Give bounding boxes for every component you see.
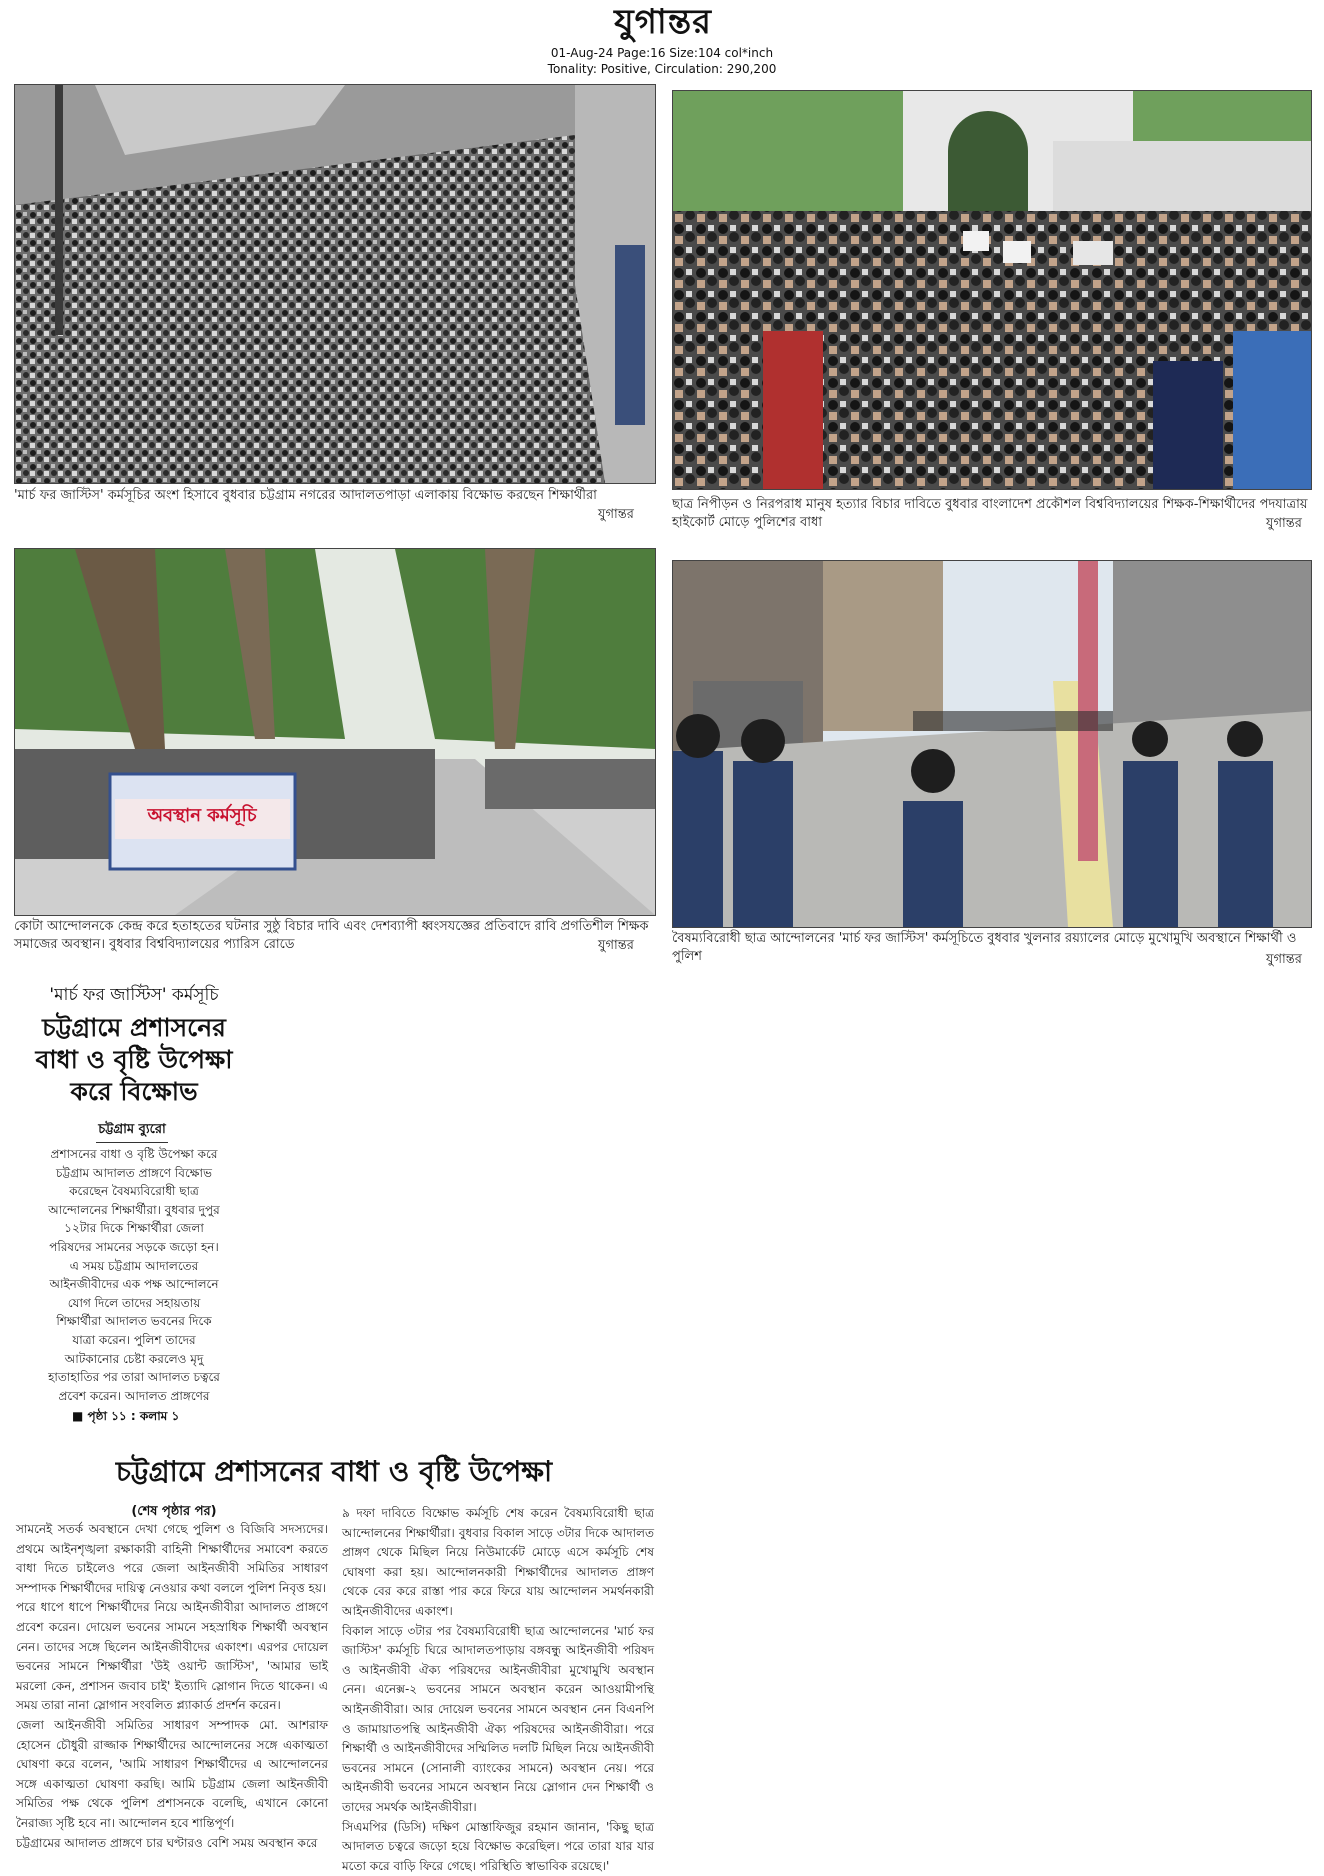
- photo-crowd-chattogram: [14, 84, 656, 484]
- photo-buet-procession: [672, 90, 1312, 490]
- article-body: [14, 1145, 254, 1405]
- body-line: আটকানোর চেষ্টা করলেও মৃদু: [14, 1350, 254, 1369]
- paragraph: ৯ দফা দাবিতে বিক্ষোভ কর্মসূচি শেষ করেন বৈষম্যবিরোধী ছাত্র আন্দোলনের শিক্ষার্থীরা। বুধবার বিকাল সাড়ে ৩টার দিকে আদালত প্রাঙ্গণ থেকে মিছিল নিয়ে নিউমার্কেট মোড়ে এসে কর্মসূচি শেষ ঘোষণা করা হয়। আন্দোলনকারী শিক্ষার্থীদের আদালত প্রাঙ্গণ থেকে বের করে রাস্তা পার করে ফিরে যায় আন্দোলন সমর্থনকারী আইনজীবীদের একাংশ।: [342, 1504, 654, 1622]
- body-line: যোগ দিলে তাদের সহায়তায়: [14, 1294, 254, 1313]
- body-line: আইনজীবীদের এক পক্ষ আন্দোলনে: [14, 1275, 254, 1294]
- paragraph: সিএমপির (ডিসি) দক্ষিণ মোস্তাফিজুর রহমান জানান, 'কিছু ছাত্র আদালত চত্বরে জড়ো হয়ে বিক্ষোভ করেছিল। পরে তারা যার যার মতো করে বাড়ি ফিরে গেছে। পরিস্থিতি স্বাভাবিক রয়েছে।': [342, 1818, 654, 1876]
- continuation-subhead: (শেষ পৃষ্ঠার পর): [14, 1502, 334, 1523]
- clipping-meta-circulation: Tonality: Positive, Circulation: 290,200: [0, 62, 1324, 76]
- photo-credit: যুগান্তর: [598, 936, 634, 957]
- continuation-column-1: [16, 1520, 328, 1865]
- paragraph: সামনেই সতর্ক অবস্থানে দেখা গেছে পুলিশ ও বিজিবি সদস্যদের। প্রথমে আইনশৃঙ্খলা রক্ষাকারী বাহিনী শিক্ষার্থীদের সমাবেশ করতে বাধা দিতে চাইলেও পরে জেলা আইনজীবী সমিতির সাধারণ সম্পাদক শিক্ষার্থীদের দায়িত্ব নেওয়ার কথা বললে পুলিশ নিবৃত্ত হয়।: [16, 1520, 328, 1598]
- masthead: [0, 0, 1324, 84]
- paragraph: চট্টগ্রামের আদালত প্রাঙ্গণে চার ঘণ্টারও বেশি সময় অবস্থান করে: [16, 1834, 328, 1854]
- continuation-headline: চট্টগ্রামে প্রশাসনের বাধা ও বৃষ্টি উপেক্ষা: [14, 1452, 654, 1492]
- photo-credit: যুগান্তর: [598, 505, 634, 526]
- body-line: চট্টগ্রাম আদালত প্রাঙ্গণে বিক্ষোভ: [14, 1164, 254, 1183]
- photo-credit: যুগান্তর: [1266, 514, 1302, 535]
- body-line: পরিষদের সামনের সড়কে জড়ো হন।: [14, 1238, 254, 1257]
- paragraph: পরে ধাপে ধাপে শিক্ষার্থীদের নিয়ে আইনজীবীরা আদালত প্রাঙ্গণে প্রবেশ করেন। দোয়েল ভবনের সামনে সহস্রাধিক শিক্ষার্থী অবস্থান নেন। তাদের সঙ্গে ছিলেন আইনজীবীদের একাংশ। এরপর দোয়েল ভবনের সামনে শিক্ষার্থীরা 'উই ওয়ান্ট জাস্টিস', 'আমার ভাই মরলো কেন, প্রশাসন জবাব চাই' ইত্যাদি স্লোগান দিতে থাকেন। এ সময় তারা নানা স্লোগান সংবলিত প্ল্যাকার্ড প্রদর্শন করেন।: [16, 1598, 328, 1716]
- photo-caption: ছাত্র নিপীড়ন ও নিরপরাধ মানুষ হত্যার বিচার দাবিতে বুধবার বাংলাদেশ প্রকৌশল বিশ্ববিদ্যালয়ের শিক্ষক-শিক্ষার্থীদের পদযাত্রায় হাইকোর্ট মোড়ে পুলিশের বাধা: [672, 496, 1308, 532]
- photo-caption: কোটা আন্দোলনকে কেন্দ্র করে হতাহতের ঘটনার সুষ্ঠু বিচার দাবি এবং দেশব্যাপী ধ্বংসযজ্ঞের প্রতিবাদে রাবি প্রগতিশীল শিক্ষক সমাজের অবস্থান। বুধবার বিশ্ববিদ্যালয়ের প্যারিস রোডে: [14, 918, 654, 954]
- headline-line: করে বিক্ষোভ: [14, 1076, 254, 1108]
- headline-line: বাধা ও বৃষ্টি উপেক্ষা: [14, 1044, 254, 1076]
- article-kicker: 'মার্চ ফর জাস্টিস' কর্মসূচি: [14, 982, 254, 1010]
- article-byline: চট্টগ্রাম ব্যুরো: [96, 1120, 168, 1143]
- jump-reference: ■ পৃষ্ঠা ১১ : কলাম ১: [72, 1408, 179, 1428]
- photo-credit: যুগান্তর: [1266, 950, 1302, 971]
- newspaper-logo: যুগান্তর: [570, 2, 756, 42]
- body-line: আন্দোলনের শিক্ষার্থীরা। বুধবার দুপুর: [14, 1201, 254, 1220]
- continuation-column-2: [342, 1504, 654, 1865]
- article-headline: [14, 1012, 254, 1108]
- photo-rabi-teachers: [14, 548, 656, 916]
- clipping-meta-size: 01-Aug-24 Page:16 Size:104 col*inch: [0, 46, 1324, 60]
- body-line: শিক্ষার্থীরা আদালত ভবনের দিকে: [14, 1312, 254, 1331]
- body-line: করেছেন বৈষম্যবিরোধী ছাত্র: [14, 1182, 254, 1201]
- body-line: প্রশাসনের বাধা ও বৃষ্টি উপেক্ষা করে: [14, 1145, 254, 1164]
- photo-caption: বৈষম্যবিরোধী ছাত্র আন্দোলনের 'মার্চ ফর জাস্টিস' কর্মসূচিতে বুধবার খুলনার রয়্যালের মোড়ে মুখোমুখি অবস্থানে শিক্ষার্থী ও পুলিশ: [672, 930, 1308, 966]
- body-line: যাত্রা করেন। পুলিশ তাদের: [14, 1331, 254, 1350]
- body-line: ১২টার দিকে শিক্ষার্থীরা জেলা: [14, 1219, 254, 1238]
- body-line: প্রবেশ করেন। আদালত প্রাঙ্গণের: [14, 1387, 254, 1406]
- photo-khulna-police: [672, 560, 1312, 928]
- banner-text: অবস্থান কর্মসূচি: [127, 801, 277, 832]
- body-line: এ সময় চট্টগ্রাম আদালতের: [14, 1257, 254, 1276]
- paragraph: জেলা আইনজীবী সমিতির সাধারণ সম্পাদক মো. আশরাফ হোসেন চৌধুরী রাজ্জাক শিক্ষার্থীদের আন্দোলনের সঙ্গে একাত্মতা ঘোষণা করে বলেন, 'আমি সাধারণ শিক্ষার্থীদের এ আন্দোলনের সঙ্গে একাত্মতা ঘোষণা করছি। আমি চট্টগ্রাম জেলা আইনজীবী সমিতির পক্ষ থেকে পুলিশ প্রশাসনকে বলেছি, এখানে কোনো নৈরাজ্য সৃষ্টি হবে না। আন্দোলন হবে শান্তিপূর্ণ।: [16, 1716, 328, 1834]
- paragraph: বিকাল সাড়ে ৩টার পর বৈষম্যবিরোধী ছাত্র আন্দোলনের 'মার্চ ফর জাস্টিস' কর্মসূচি ঘিরে আদালতপাড়ায় বঙ্গবন্ধু আইনজীবী পরিষদ ও আইনজীবী ঐক্য পরিষদের আইনজীবীরা মুখোমুখি অবস্থান নেন। এনেক্স-২ ভবনের সামনে অবস্থান করেন আওয়ামীপন্থি আইনজীবীরা। আর দোয়েল ভবনের সামনে অবস্থান নেন বিএনপি ও জামায়াতপন্থি আইনজীবী ঐক্য পরিষদের আইনজীবীরা। পরে শিক্ষার্থী ও আইনজীবীদের সম্মিলিত দলটি মিছিল নিয়ে আইনজীবী ভবনের সামনে (সোনালী ব্যাংকের সামনে) অবস্থান নেয়। পরে আইনজীবী ভবনের সামনে অবস্থান নিয়ে স্লোগান দেন শিক্ষার্থী ও তাদের সমর্থক আইনজীবীরা।: [342, 1622, 654, 1818]
- headline-line: চট্টগ্রামে প্রশাসনের: [14, 1012, 254, 1044]
- body-line: হাতাহাতির পর তারা আদালত চত্বরে: [14, 1368, 254, 1387]
- photo-caption: 'মার্চ ফর জাস্টিস' কর্মসূচির অংশ হিসাবে বুধবার চট্টগ্রাম নগরের আদালতপাড়া এলাকায় বিক্ষোভ করছেন শিক্ষার্থীরা: [14, 487, 654, 505]
